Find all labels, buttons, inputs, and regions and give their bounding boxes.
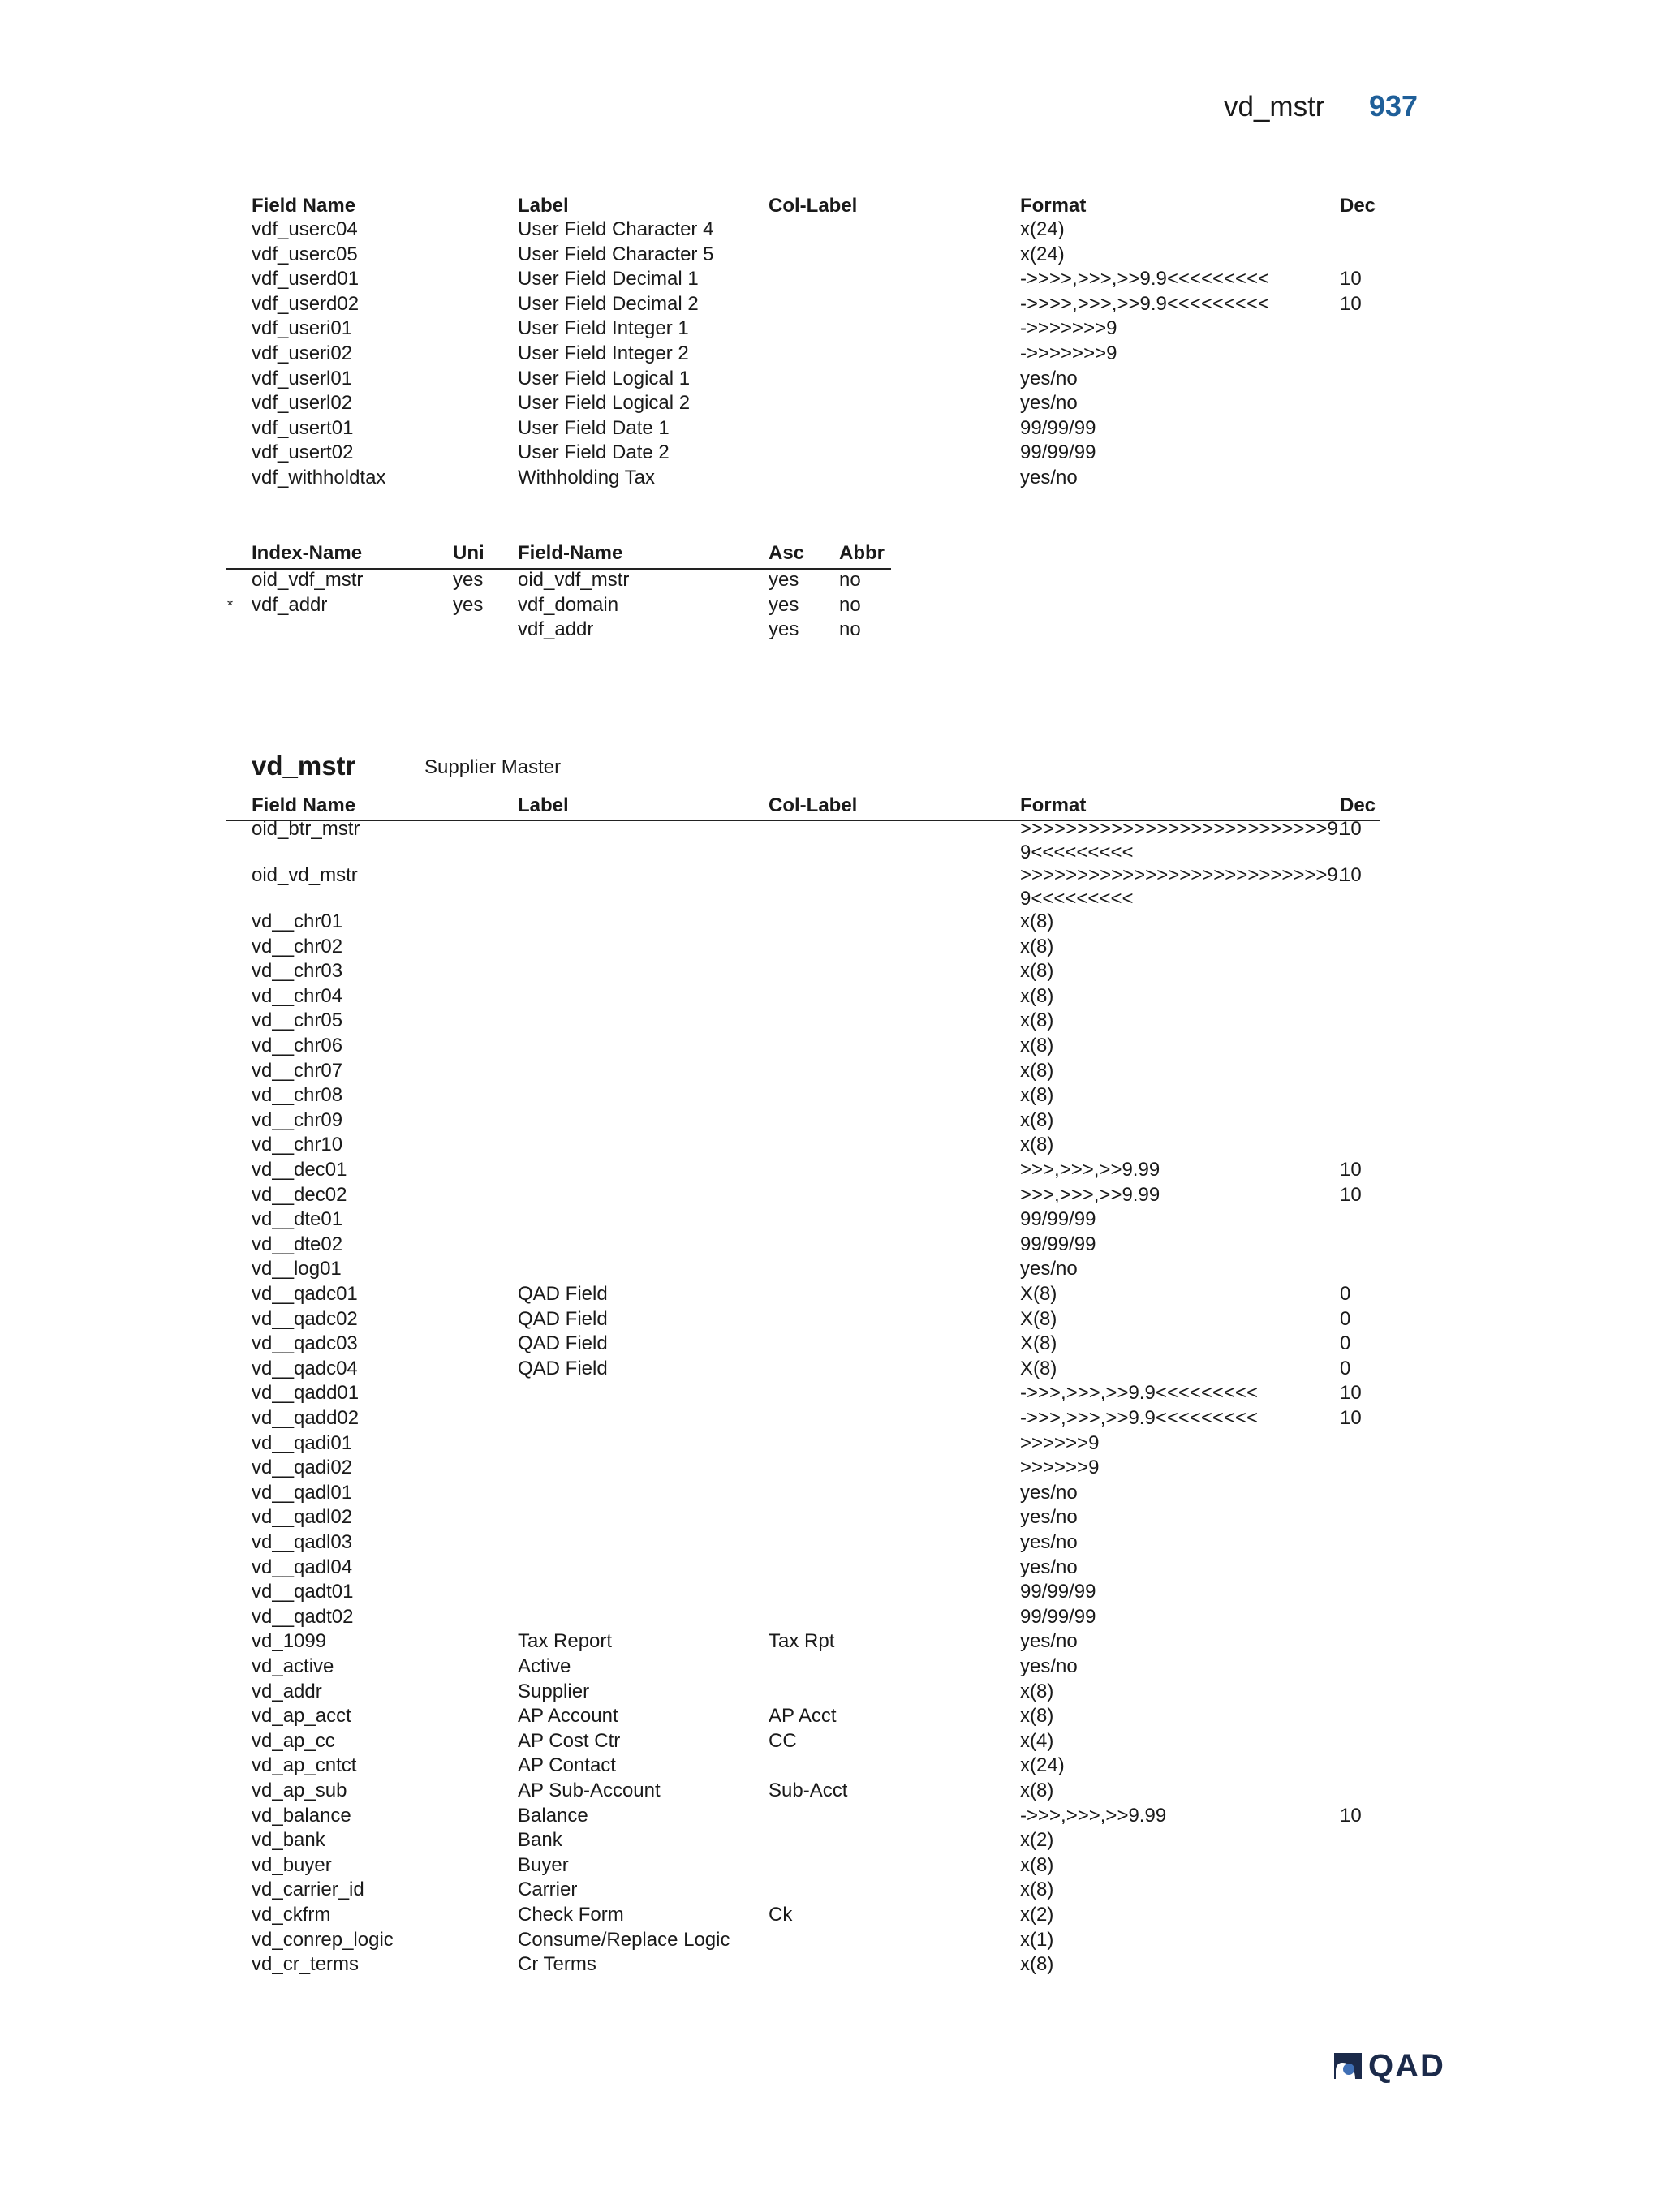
column-header-field-name: Field Name bbox=[252, 794, 356, 816]
cell-format: 99/99/99 bbox=[1020, 1581, 1096, 1603]
cell-format: ->>>,>>>,>>9.9<<<<<<<<< bbox=[1020, 1382, 1258, 1405]
column-header-format: Format bbox=[1020, 195, 1087, 217]
cell-format: ->>>,>>>,>>9.9<<<<<<<<< bbox=[1020, 1407, 1258, 1429]
cell-dec: 10 bbox=[1340, 1407, 1362, 1429]
cell-label: User Field Date 2 bbox=[518, 441, 670, 464]
cell-field-name: vd_1099 bbox=[252, 1630, 327, 1653]
cell-format: x(8) bbox=[1020, 1853, 1054, 1876]
cell-field-name: vd__qadd01 bbox=[252, 1382, 360, 1405]
cell-format: x(8) bbox=[1020, 935, 1054, 958]
cell-label: AP Sub-Account bbox=[518, 1779, 661, 1801]
cell-field-name: vdf_userd02 bbox=[252, 292, 360, 315]
cell-format: >>>>>>>>>>>>>>>>>>>>>>>>>>>9.9<<<<<<<<< bbox=[1020, 818, 1344, 863]
cell-field-name: vd_conrep_logic bbox=[252, 1928, 394, 1951]
cell-format: 99/99/99 bbox=[1020, 441, 1096, 464]
column-header-dec: Dec bbox=[1340, 195, 1376, 217]
cell-field-name: vd__dec02 bbox=[252, 1183, 347, 1206]
cell-field-name: vd_addr bbox=[252, 1680, 322, 1702]
cell-field-name: vd__qadc03 bbox=[252, 1332, 358, 1355]
cell-field-name: vdf_userd01 bbox=[252, 268, 360, 290]
qad-logo-text: QAD bbox=[1368, 2048, 1445, 2084]
cell-format: x(8) bbox=[1020, 1108, 1054, 1131]
cell-dec: 0 bbox=[1340, 1357, 1351, 1379]
cell-format: ->>>>,>>>,>>9.9<<<<<<<<< bbox=[1020, 268, 1269, 290]
cell-format: ->>>>>>>9 bbox=[1020, 317, 1117, 340]
index-cell-field-name: vdf_addr bbox=[518, 618, 594, 641]
section-subtitle: Supplier Master bbox=[424, 756, 562, 778]
qad-logo-icon bbox=[1331, 2051, 1365, 2081]
index-cell-index-name: oid_vdf_mstr bbox=[252, 569, 364, 591]
cell-field-name: vdf_useri02 bbox=[252, 342, 353, 364]
index-cell-ascending: yes bbox=[769, 569, 799, 591]
cell-field-name: vd__chr04 bbox=[252, 984, 343, 1007]
page-number: 937 bbox=[1369, 89, 1419, 123]
cell-field-name: vd_carrier_id bbox=[252, 1878, 364, 1901]
cell-format: x(8) bbox=[1020, 984, 1054, 1007]
cell-label: User Field Character 5 bbox=[518, 243, 714, 265]
cell-label: User Field Logical 1 bbox=[518, 367, 691, 389]
cell-format: ->>>>,>>>,>>9.9<<<<<<<<< bbox=[1020, 292, 1269, 315]
cell-field-name: vd_cr_terms bbox=[252, 1953, 360, 1976]
cell-field-name: vdf_userc04 bbox=[252, 218, 358, 240]
cell-field-name: vdf_userl02 bbox=[252, 392, 353, 415]
cell-label: User Field Date 1 bbox=[518, 416, 670, 439]
cell-format: x(2) bbox=[1020, 1904, 1054, 1926]
cell-field-name: vd__log01 bbox=[252, 1258, 342, 1280]
qad-logo bbox=[1331, 2050, 1445, 2082]
column-header-label: Label bbox=[518, 195, 569, 217]
cell-format: x(8) bbox=[1020, 1705, 1054, 1728]
cell-label: Tax Report bbox=[518, 1630, 613, 1653]
cell-field-name: vdf_userc05 bbox=[252, 243, 358, 265]
cell-field-name: oid_vd_mstr bbox=[252, 864, 358, 886]
cell-field-name: vd__qadl02 bbox=[252, 1506, 353, 1529]
cell-field-name: vd__dte01 bbox=[252, 1208, 343, 1231]
cell-field-name: vd__qadi02 bbox=[252, 1457, 353, 1479]
index-cell-field-name: vdf_domain bbox=[518, 593, 619, 616]
cell-format: yes/no bbox=[1020, 392, 1078, 415]
cell-label: User Field Decimal 1 bbox=[518, 268, 699, 290]
cell-format: yes/no bbox=[1020, 467, 1078, 488]
cell-field-name: vd_buyer bbox=[252, 1853, 332, 1876]
cell-field-name: vd__qadc04 bbox=[252, 1357, 358, 1379]
primary-index-marker: * bbox=[227, 596, 234, 613]
cell-format: x(8) bbox=[1020, 960, 1054, 983]
cell-format: x(2) bbox=[1020, 1829, 1054, 1852]
cell-dec: 0 bbox=[1340, 1307, 1351, 1330]
column-header-col-label: Col-Label bbox=[769, 794, 858, 816]
index-header-index-name: Index-Name bbox=[252, 542, 363, 564]
cell-label: AP Contact bbox=[518, 1754, 616, 1777]
index-header-field-name: Field-Name bbox=[518, 542, 623, 564]
cell-dec: 10 bbox=[1340, 1804, 1362, 1827]
index-cell-abbreviated: no bbox=[839, 618, 861, 641]
cell-field-name: vd__qadl01 bbox=[252, 1481, 353, 1504]
index-cell-ascending: yes bbox=[769, 593, 799, 616]
cell-format: x(8) bbox=[1020, 910, 1054, 932]
cell-field-name: vd__qadl04 bbox=[252, 1556, 353, 1578]
cell-format: yes/no bbox=[1020, 1531, 1078, 1553]
cell-dec: 10 bbox=[1340, 1382, 1362, 1405]
cell-format: x(1) bbox=[1020, 1928, 1054, 1951]
cell-field-name: vd__qadc02 bbox=[252, 1307, 358, 1330]
cell-dec: 10 bbox=[1340, 268, 1362, 290]
cell-format: ->>>,>>>,>>9.99 bbox=[1020, 1804, 1167, 1827]
cell-label: Buyer bbox=[518, 1853, 569, 1876]
cell-field-name: vd_ckfrm bbox=[252, 1904, 331, 1926]
cell-label: QAD Field bbox=[518, 1307, 608, 1330]
cell-format: yes/no bbox=[1020, 367, 1078, 389]
cell-label: QAD Field bbox=[518, 1357, 608, 1379]
cell-label: Balance bbox=[518, 1804, 588, 1827]
cell-field-name: vd__chr06 bbox=[252, 1035, 343, 1057]
cell-label: User Field Decimal 2 bbox=[518, 292, 699, 315]
cell-field-name: vd__qadt01 bbox=[252, 1581, 354, 1603]
cell-format: X(8) bbox=[1020, 1357, 1057, 1379]
index-header-abbreviated: Abbr bbox=[839, 542, 885, 564]
index-cell-index-name: vdf_addr bbox=[252, 593, 328, 616]
cell-format: 99/99/99 bbox=[1020, 1233, 1096, 1255]
cell-format: yes/no bbox=[1020, 1655, 1078, 1677]
cell-field-name: vdf_usert02 bbox=[252, 441, 354, 464]
cell-field-name: vd_ap_sub bbox=[252, 1779, 347, 1801]
index-cell-abbreviated: no bbox=[839, 569, 861, 591]
cell-format: >>>>>>>>>>>>>>>>>>>>>>>>>>>9.9<<<<<<<<< bbox=[1020, 864, 1344, 910]
cell-format: x(24) bbox=[1020, 243, 1065, 265]
cell-field-name: vd__qadc01 bbox=[252, 1283, 358, 1305]
index-header-unique: Uni bbox=[453, 542, 484, 564]
cell-label: User Field Integer 2 bbox=[518, 342, 689, 364]
cell-label: AP Account bbox=[518, 1705, 618, 1728]
cell-field-name: vd__chr07 bbox=[252, 1059, 343, 1082]
cell-format: x(8) bbox=[1020, 1035, 1054, 1057]
cell-format: x(8) bbox=[1020, 1680, 1054, 1702]
cell-format: yes/no bbox=[1020, 1258, 1078, 1280]
cell-col-label: CC bbox=[769, 1729, 797, 1752]
cell-format: x(8) bbox=[1020, 1878, 1054, 1901]
cell-format: x(4) bbox=[1020, 1729, 1054, 1752]
cell-label: Supplier bbox=[518, 1680, 590, 1702]
cell-field-name: vd__chr08 bbox=[252, 1084, 343, 1107]
cell-label: Check Form bbox=[518, 1904, 624, 1926]
cell-label: Active bbox=[518, 1655, 571, 1677]
index-cell-unique: yes bbox=[453, 569, 484, 591]
index-cell-ascending: yes bbox=[769, 618, 799, 641]
cell-col-label: AP Acct bbox=[769, 1705, 837, 1728]
cell-format: X(8) bbox=[1020, 1307, 1057, 1330]
cell-format: 99/99/99 bbox=[1020, 416, 1096, 439]
cell-field-name: vd__chr03 bbox=[252, 960, 343, 983]
cell-field-name: oid_btr_mstr bbox=[252, 818, 360, 840]
cell-field-name: vd_ap_cntct bbox=[252, 1754, 357, 1777]
cell-field-name: vd_ap_cc bbox=[252, 1729, 335, 1752]
cell-field-name: vdf_useri01 bbox=[252, 317, 353, 340]
cell-label: Consume/Replace Logic bbox=[518, 1928, 730, 1951]
cell-format: >>>,>>>,>>9.99 bbox=[1020, 1159, 1160, 1181]
cell-label: User Field Logical 2 bbox=[518, 392, 691, 415]
cell-field-name: vd__qadl03 bbox=[252, 1531, 353, 1553]
cell-format: x(8) bbox=[1020, 1084, 1054, 1107]
cell-label: Withholding Tax bbox=[518, 467, 655, 488]
cell-field-name: vd__chr10 bbox=[252, 1134, 343, 1156]
cell-dec: 10 bbox=[1340, 1183, 1362, 1206]
cell-label: Bank bbox=[518, 1829, 562, 1852]
cell-label: User Field Integer 1 bbox=[518, 317, 689, 340]
cell-format: x(8) bbox=[1020, 1134, 1054, 1156]
cell-label: Carrier bbox=[518, 1878, 578, 1901]
cell-format: x(24) bbox=[1020, 1754, 1065, 1777]
cell-label: AP Cost Ctr bbox=[518, 1729, 621, 1752]
cell-dec: 10 bbox=[1340, 864, 1362, 886]
cell-label: Cr Terms bbox=[518, 1953, 596, 1976]
column-header-format: Format bbox=[1020, 794, 1087, 816]
cell-field-name: vd_balance bbox=[252, 1804, 351, 1827]
cell-dec: 10 bbox=[1340, 818, 1362, 840]
index-header-ascending: Asc bbox=[769, 542, 805, 564]
cell-format: yes/no bbox=[1020, 1556, 1078, 1578]
cell-field-name: vd_ap_acct bbox=[252, 1705, 351, 1728]
cell-field-name: vdf_withholdtax bbox=[252, 467, 386, 488]
cell-field-name: vd__qadd02 bbox=[252, 1407, 360, 1429]
running-header-table-name: vd_mstr bbox=[1224, 91, 1325, 123]
cell-format: 99/99/99 bbox=[1020, 1605, 1096, 1628]
index-cell-field-name: oid_vdf_mstr bbox=[518, 569, 630, 591]
cell-format: yes/no bbox=[1020, 1481, 1078, 1504]
cell-field-name: vd__chr02 bbox=[252, 935, 343, 958]
cell-field-name: vd__chr01 bbox=[252, 910, 343, 932]
cell-format: X(8) bbox=[1020, 1283, 1057, 1305]
cell-field-name: vd_bank bbox=[252, 1829, 325, 1852]
cell-col-label: Tax Rpt bbox=[769, 1630, 835, 1653]
cell-format: x(8) bbox=[1020, 1779, 1054, 1801]
index-cell-unique: yes bbox=[453, 593, 484, 616]
cell-field-name: vd__chr05 bbox=[252, 1009, 343, 1032]
cell-format: >>>>>>9 bbox=[1020, 1431, 1100, 1454]
cell-label: User Field Character 4 bbox=[518, 218, 714, 240]
cell-format: >>>>>>9 bbox=[1020, 1457, 1100, 1479]
cell-field-name: vd__chr09 bbox=[252, 1108, 343, 1131]
cell-dec: 0 bbox=[1340, 1283, 1351, 1305]
cell-format: x(24) bbox=[1020, 218, 1065, 240]
cell-field-name: vdf_usert01 bbox=[252, 416, 354, 439]
cell-format: yes/no bbox=[1020, 1506, 1078, 1529]
cell-dec: 10 bbox=[1340, 292, 1362, 315]
cell-format: x(8) bbox=[1020, 1059, 1054, 1082]
cell-field-name: vd__qadt02 bbox=[252, 1605, 354, 1628]
cell-field-name: vdf_userl01 bbox=[252, 367, 353, 389]
cell-col-label: Ck bbox=[769, 1904, 793, 1926]
column-header-dec: Dec bbox=[1340, 794, 1376, 816]
cell-format: X(8) bbox=[1020, 1332, 1057, 1355]
cell-dec: 0 bbox=[1340, 1332, 1351, 1355]
cell-dec: 10 bbox=[1340, 1159, 1362, 1181]
cell-field-name: vd__qadi01 bbox=[252, 1431, 353, 1454]
cell-field-name: vd__dec01 bbox=[252, 1159, 347, 1181]
cell-format: ->>>>>>>9 bbox=[1020, 342, 1117, 364]
cell-field-name: vd_active bbox=[252, 1655, 334, 1677]
section-title: vd_mstr bbox=[252, 751, 356, 781]
cell-format: x(8) bbox=[1020, 1953, 1054, 1976]
index-cell-abbreviated: no bbox=[839, 593, 861, 616]
cell-field-name: vd__dte02 bbox=[252, 1233, 343, 1255]
column-header-field-name: Field Name bbox=[252, 195, 356, 217]
cell-label: QAD Field bbox=[518, 1283, 608, 1305]
column-header-col-label: Col-Label bbox=[769, 195, 858, 217]
cell-col-label: Sub-Acct bbox=[769, 1779, 848, 1801]
cell-format: x(8) bbox=[1020, 1009, 1054, 1032]
cell-format: >>>,>>>,>>9.99 bbox=[1020, 1183, 1160, 1206]
cell-format: yes/no bbox=[1020, 1630, 1078, 1653]
column-header-label: Label bbox=[518, 794, 569, 816]
cell-label: QAD Field bbox=[518, 1332, 608, 1355]
cell-format: 99/99/99 bbox=[1020, 1208, 1096, 1231]
